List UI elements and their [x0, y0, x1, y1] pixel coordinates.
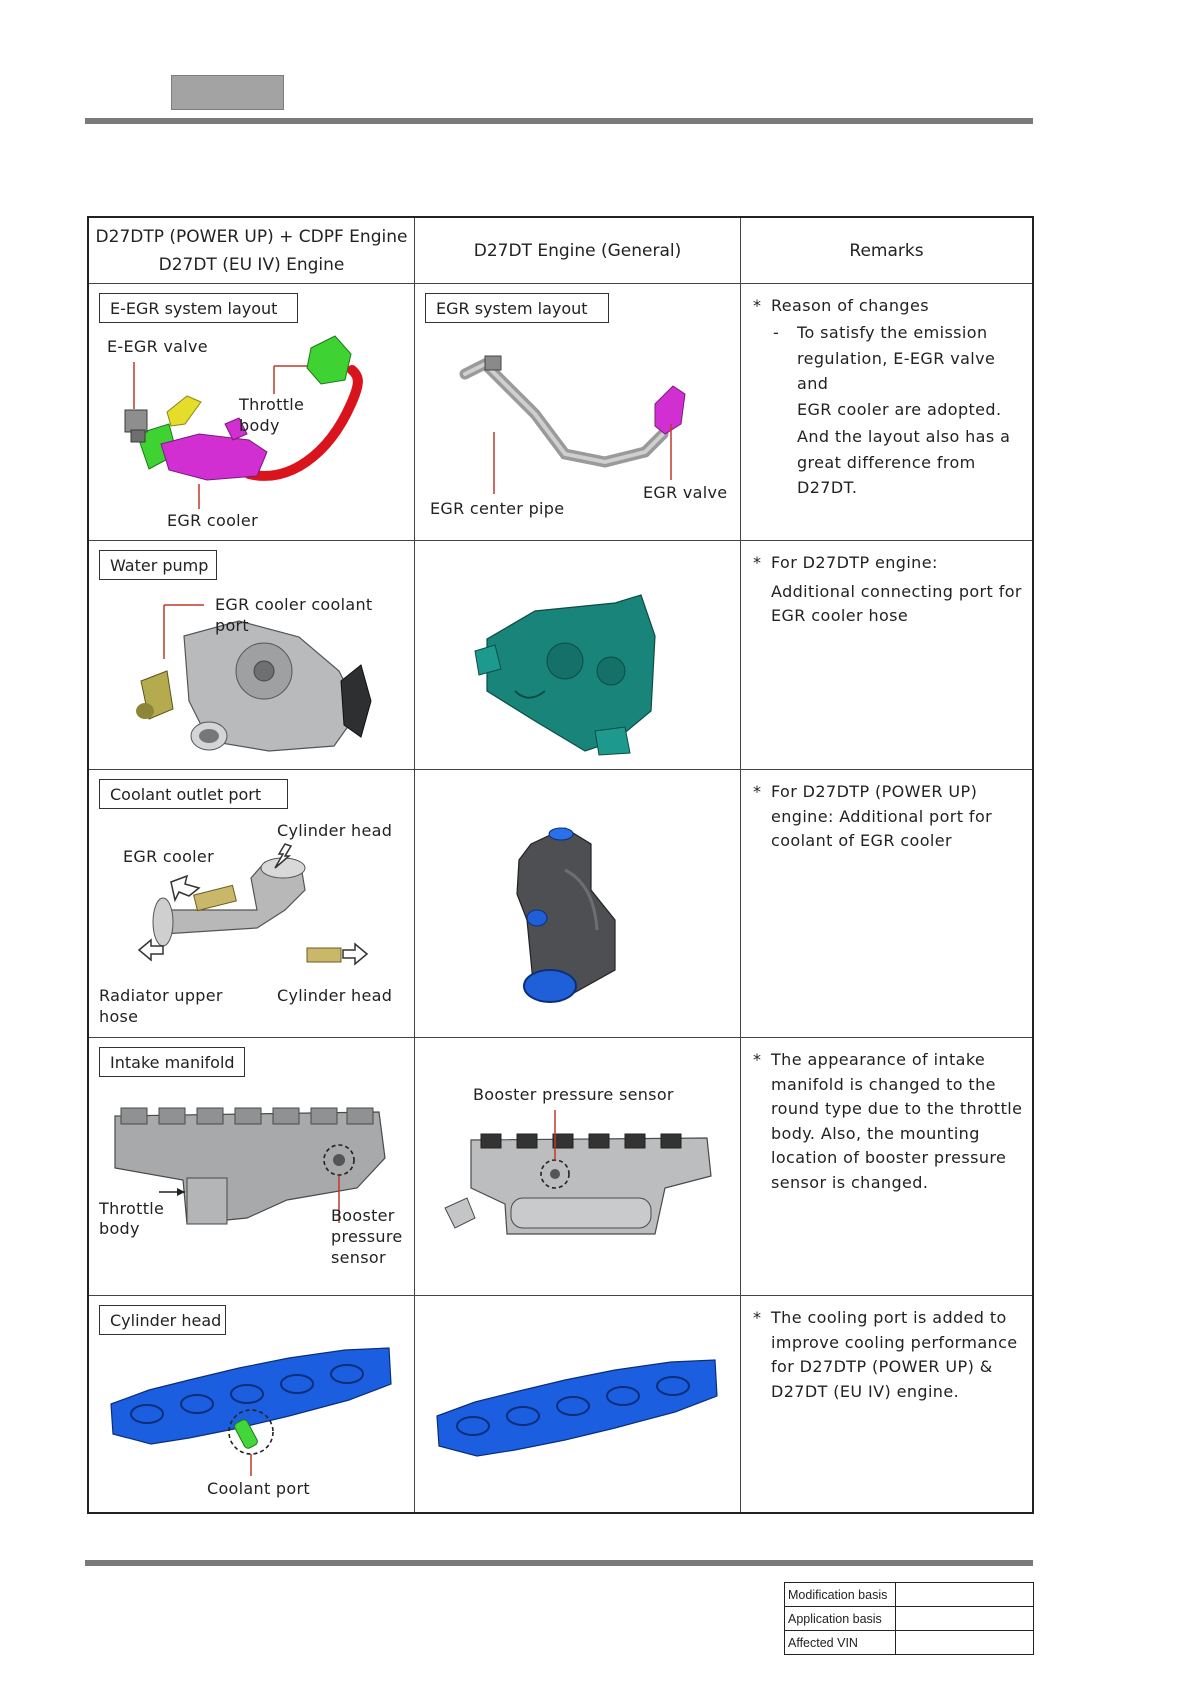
callout-radiator-upper: Radiator upper: [99, 986, 223, 1005]
label-intake-manifold: Intake manifold: [99, 1047, 245, 1077]
remark-row1-sub-4: great difference from D27DT.: [797, 453, 976, 497]
label-egr-system-layout: EGR system layout: [425, 293, 609, 323]
intake-manifold-general-illustration: [415, 1038, 740, 1295]
comparison-table: [87, 216, 1034, 1514]
callout-cylinder-head-bottom: Cylinder head: [277, 986, 393, 1005]
header-remarks: [741, 218, 1032, 283]
remark-row2: [753, 551, 1024, 629]
remark-row3-cont-0: engine: Additional port for: [771, 806, 993, 826]
remark-row4-cont-1: round type due to the throttle: [771, 1099, 1023, 1118]
remark-row5-cont-0: improve cooling performance: [771, 1332, 1018, 1352]
row5-remarks-cell: [741, 1296, 1032, 1512]
remark-row2-cont-1: EGR cooler hose: [771, 606, 909, 625]
callout-cylinder-head-top: Cylinder head: [277, 821, 393, 840]
remark-row3-cont-1: coolant of EGR cooler: [771, 831, 952, 850]
callout-hose: hose: [99, 1007, 139, 1026]
remark-row4-bullet: The appearance of intake: [771, 1050, 986, 1069]
header-general-engine-text: D27DT Engine (General): [473, 240, 682, 261]
row5-old-cell: [415, 1296, 740, 1512]
header-remarks-text: Remarks: [849, 240, 924, 261]
bullet-dash: -: [773, 322, 780, 342]
remark-row4-cont-4: sensor is changed.: [771, 1172, 929, 1192]
bullet-star: *: [753, 1050, 762, 1069]
callout-body: body: [239, 416, 280, 435]
remark-row1-sub-3: And the layout also has a: [797, 426, 1011, 446]
callout-coolant-port: Coolant port: [207, 1479, 310, 1498]
application-basis-value: [896, 1607, 1034, 1631]
remark-row4-cont-3: location of booster pressure: [771, 1148, 1007, 1167]
callout-port: port: [215, 616, 249, 635]
remark-row2-cont-0: Additional connecting port for: [771, 581, 1022, 601]
table-row: [785, 1631, 1034, 1655]
top-rule: [85, 118, 1033, 124]
modification-basis-value: [896, 1583, 1034, 1607]
row3-new-cell: [89, 770, 414, 1037]
table-row: [785, 1607, 1034, 1631]
affected-vin-value: [896, 1631, 1034, 1655]
remark-row5-bullet: The cooling port is added to: [771, 1308, 1007, 1327]
row2-new-cell: [89, 541, 414, 769]
remark-row4-cont-0: manifold is changed to the: [771, 1074, 996, 1094]
water-pump-illustration: [89, 541, 414, 769]
row1-old-cell: [415, 284, 740, 540]
cylinder-head-general-illustration: [415, 1296, 740, 1512]
affected-vin-label: Affected VIN: [785, 1631, 896, 1655]
row3-old-cell: [415, 770, 740, 1037]
row4-new-cell: [89, 1038, 414, 1295]
callout-pressure: pressure: [331, 1227, 403, 1246]
remark-row1-sub-1: regulation, E-EGR valve and: [797, 349, 996, 393]
remark-row4: [753, 1048, 1024, 1195]
callout-egr-valve: EGR valve: [643, 483, 728, 502]
bottom-rule: [85, 1560, 1033, 1566]
water-pump-general-illustration: [415, 541, 740, 769]
row1-new-cell: [89, 284, 414, 540]
remark-row1-sub-2: EGR cooler are adopted.: [797, 400, 1002, 419]
header-new-engine: [89, 218, 414, 283]
callout-throttle: Throttle: [239, 395, 305, 414]
remark-row5-cont-2: D27DT (EU IV) engine.: [771, 1381, 960, 1401]
remark-row1-bullet: Reason of changes: [771, 296, 929, 315]
callout-e-egr-valve: E-EGR valve: [107, 337, 208, 356]
application-basis-label: Application basis: [785, 1607, 896, 1631]
row1-remarks-cell: [741, 284, 1032, 540]
callout-body: body: [99, 1219, 140, 1238]
label-coolant-outlet-port: Coolant outlet port: [99, 779, 288, 809]
bullet-star: *: [753, 553, 762, 572]
remark-row3: [753, 780, 1024, 854]
remark-row5-cont-1: for D27DTP (POWER UP) &: [771, 1357, 993, 1376]
bullet-star: *: [753, 782, 762, 801]
modification-info-table: [784, 1582, 1034, 1655]
bullet-star: *: [753, 1308, 762, 1327]
header-new-engine-line1: D27DTP (POWER UP) + CDPF Engine: [95, 226, 408, 247]
callout-sensor: sensor: [331, 1248, 386, 1267]
coolant-outlet-general-illustration: [415, 770, 740, 1037]
header-new-engine-line2: D27DT (EU IV) Engine: [158, 254, 345, 275]
row2-old-cell: [415, 541, 740, 769]
remark-row1: [753, 294, 1024, 500]
label-water-pump: Water pump: [99, 550, 217, 580]
header-tab: [171, 75, 284, 110]
table-row: [785, 1583, 1034, 1607]
remark-row2-bullet: For D27DTP engine:: [771, 553, 938, 572]
row3-remarks-cell: [741, 770, 1032, 1037]
remark-row4-cont-2: body. Also, the mounting: [771, 1123, 980, 1143]
row2-remarks-cell: [741, 541, 1032, 769]
header-general-engine: [415, 218, 740, 283]
bullet-star: *: [753, 296, 762, 315]
callout-throttle: Throttle: [99, 1199, 165, 1218]
remark-row5: [753, 1306, 1024, 1404]
callout-egr-cooler-coolant: EGR cooler coolant: [215, 595, 373, 614]
remark-row3-bullet: For D27DTP (POWER UP): [771, 782, 978, 801]
row4-remarks-cell: [741, 1038, 1032, 1295]
callout-egr-cooler: EGR cooler: [123, 847, 214, 866]
callout-booster: Booster: [331, 1206, 395, 1225]
label-e-egr-system-layout: E-EGR system layout: [99, 293, 298, 323]
modification-basis-label: Modification basis: [785, 1583, 896, 1607]
callout-egr-center-pipe: EGR center pipe: [430, 499, 565, 518]
row4-old-cell: [415, 1038, 740, 1295]
callout-booster-pressure-sensor: Booster pressure sensor: [473, 1085, 674, 1104]
row5-new-cell: [89, 1296, 414, 1512]
callout-egr-cooler: EGR cooler: [167, 511, 258, 530]
remark-row1-sub-0: To satisfy the emission: [797, 322, 988, 342]
label-cylinder-head: Cylinder head: [99, 1305, 226, 1335]
